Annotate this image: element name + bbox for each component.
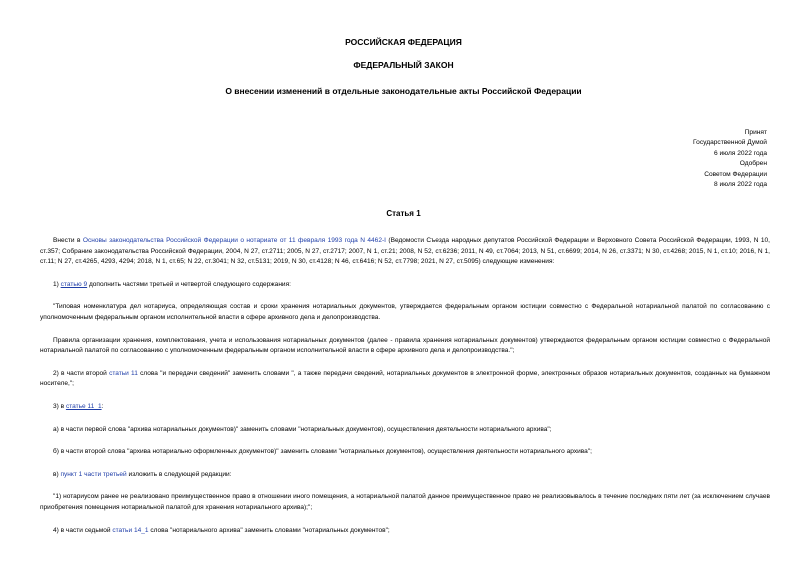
adoption-line: Принят — [744, 129, 767, 136]
law-title: О внесении изменений в отдельные законодательные акты Российской Федерации — [225, 86, 582, 96]
subitem-v — [40, 470, 770, 481]
item-text: слова "нотариального архива" заменить словами "нотариальных документов"; — [148, 526, 390, 534]
adoption-block — [693, 128, 767, 190]
intro-text: Внести в — [53, 237, 83, 244]
approval-date: 8 июля 2022 года — [713, 181, 767, 189]
intro-text: (Ведомости Съезда народных депутатов Российской Федерации и Верховного Совета Российской Федерации, 1993, N 10, ст.357; Собрание законодательства Российской Федерации, 2004, N 27, ст.2711; 2005, N 27, ст.2717; 2007, N 1, ст.21; 2008, N 52, ст.6236; 2011, N 49, ст.7064; 2013, N 51, ст.6699; 2014, N 26, ст.3371; N 30, ст.4268; 2015, N 1, ст.10; 2016, N 1, ст.11; N 27, ст.4265, 4293, 4294; 2018, N 1, ст.65; N 22, ст.3041; N 32, ст.5131; 2019, N 30, ст.4128; N 46, ст.6416; N 52, ст.7798; 2021, N 27, ст.5095) следующие изменения: — [40, 237, 770, 266]
item-4 — [40, 526, 770, 537]
item-2 — [40, 369, 770, 390]
item-text: в) — [53, 470, 61, 478]
adoption-date: 6 июля 2022 года — [713, 149, 767, 157]
quoted-paragraph: "1) нотариусом ранее не реализовано преимущественное право в отношении иного помещения, а нотариальной палатой данное преимущественное право не реализовывалось в течение последних пяти лет (за исключением случаев приобретения помещения нотариальной палатой для хранения нотариального архива);"; — [40, 493, 770, 511]
article-11-1-link[interactable]: статье 11_1 — [65, 402, 102, 410]
article-11-link[interactable]: статьи 11 — [109, 369, 138, 377]
item-3 — [40, 402, 770, 413]
law-reference-link[interactable]: Основы законодательства Российской Федерации о нотариате от 11 февраля 1993 года N 4462-I — [82, 237, 386, 244]
article-14-1-link[interactable]: статьи 14_1 — [112, 526, 149, 534]
article-heading: Статья 1 — [386, 209, 421, 218]
doc-type-heading: ФЕДЕРАЛЬНЫЙ ЗАКОН — [353, 60, 454, 70]
article-9-link[interactable]: статью 9 — [60, 280, 88, 288]
approval-line: Одобрен — [739, 160, 767, 168]
point-1-link[interactable]: пункт 1 части третьей — [60, 470, 127, 478]
article-body — [40, 236, 770, 536]
subitem-b: б) в части второй слова "архива нотариально оформленных документов)" заменить словами "нотариальных документов), осуществления деятельности нотариального архива"; — [53, 448, 592, 456]
item-text: изложить в следующей редакции: — [126, 470, 232, 478]
item-1 — [40, 280, 770, 291]
subitem-a: а) в части первой слова "архива нотариальных документов)" заменить словами "нотариальных документов), осуществления деятельности нотариального архива"; — [53, 425, 552, 433]
item-text: 4) в части седьмой — [53, 526, 113, 534]
item-text: 3) в — [53, 402, 66, 410]
item-text: дополнить частями третьей и четвертой следующего содержания: — [87, 280, 291, 288]
article-intro — [40, 236, 770, 268]
adoption-line: Государственной Думой — [693, 139, 767, 147]
quoted-paragraph: Правила организации хранения, комплектования, учета и использования нотариальных документов (далее - правила хранения нотариальных документов) утверждаются федеральным органом юстиции совместно с Федеральной нотариальной палатой по согласованию с уполномоченным федеральным органом исполнительной власти в сфере архивного дела и делопроизводства."; — [40, 336, 770, 355]
approval-line: Советом Федерации — [704, 170, 767, 178]
item-text: слова "и передачи сведений" заменить словами ", а также передачи сведений, нотариальных документов в электронной форме, электронных образов нотариальных документов, созданных на бумажном носителе,"; — [40, 369, 770, 388]
item-text: 1) — [53, 280, 61, 288]
item-text: : — [101, 402, 104, 410]
country-heading: РОССИЙСКАЯ ФЕДЕРАЦИЯ — [345, 37, 462, 47]
item-text: 2) в части второй — [53, 369, 110, 377]
quoted-paragraph: "Типовая номенклатура дел нотариуса, определяющая состав и сроки хранения нотариальных документов, утверждается федеральным органом юстиции совместно с Федеральной нотариальной палатой по согласованию с уполномоченным федеральным органом исполнительной власти в сфере архивного дела и делопроизводства. — [40, 303, 770, 321]
